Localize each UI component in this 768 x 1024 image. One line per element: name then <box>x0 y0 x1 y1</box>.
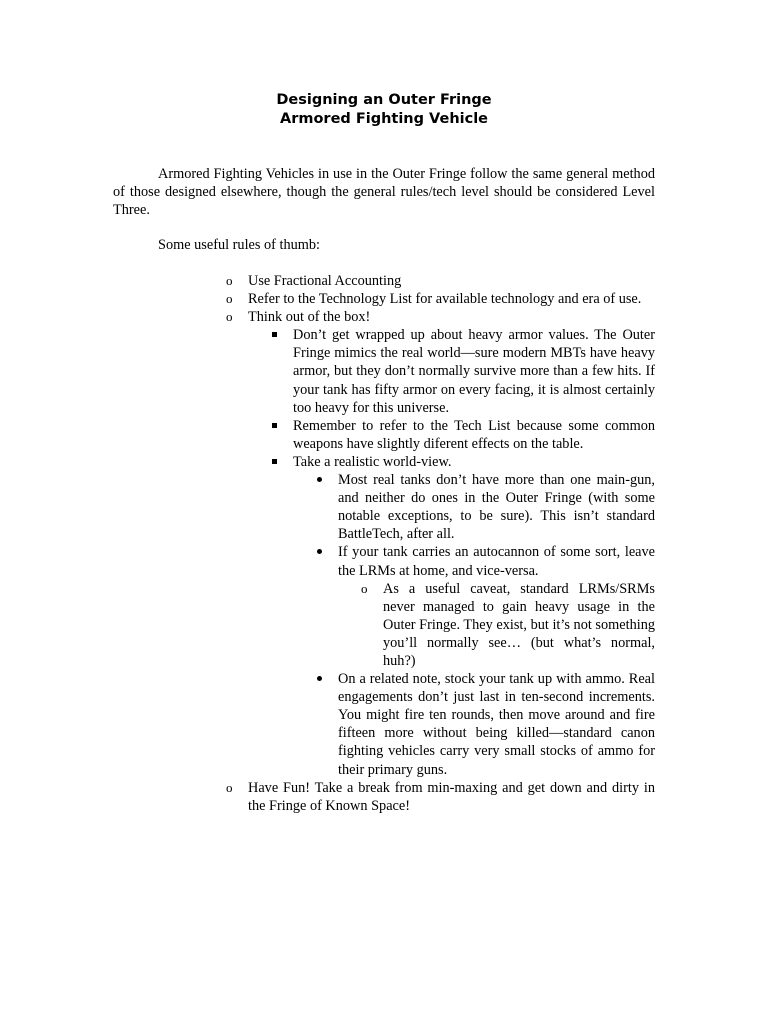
circle-bullet-icon: o <box>226 779 233 795</box>
sub-sub-list <box>338 471 655 779</box>
square-bullet-icon <box>272 423 277 428</box>
dot-bullet-icon <box>317 549 322 554</box>
list-item <box>226 290 655 308</box>
sub-list-item-text: Remember to refer to the Tech List because some common weapons have slightly diferent effects on the table. <box>293 417 655 452</box>
list-item <box>226 779 655 815</box>
title-line-2: Armored Fighting Vehicle <box>279 110 489 127</box>
square-bullet-icon <box>272 332 277 337</box>
list-item <box>226 272 655 290</box>
sub-list-item-text: Don’t get wrapped up about heavy armor values. The Outer Fringe mimics the real world—sure modern MBTs have heavy armor, but they don’t normally survive more than a few hits. If your tank has fifty armor on every facing, it is almost certainly too heavy for this universe. <box>293 327 655 416</box>
sub-sub-list-item <box>338 543 655 670</box>
circle-bullet-icon: o <box>226 309 233 325</box>
caveat-list-item <box>361 580 655 670</box>
list-item-text: Use Fractional Accounting <box>248 273 402 289</box>
sub-list-item <box>293 417 655 453</box>
sub-list-item-text: Take a realistic world-view. <box>293 453 452 470</box>
square-bullet-icon <box>272 459 277 464</box>
list-item-text: Have Fun! Take a break from min-maxing and get down and dirty in the Fringe of Known Space! <box>248 779 655 814</box>
title-line-1: Designing an Outer Fringe <box>276 92 492 108</box>
rules-heading: Some useful rules of thumb: <box>158 237 321 253</box>
sub-list-item <box>293 453 655 779</box>
rules-list <box>226 272 655 815</box>
list-item <box>226 308 655 778</box>
caveat-list <box>361 580 655 670</box>
dot-bullet-icon <box>317 676 322 681</box>
sub-sub-list-item-text: On a related note, stock your tank up with ammo. Real engagements don’t just last in ten-second increments. You might fire ten rounds, then move around and fire fifteen more without being killed—standard canon fighting vehicles carry very small stocks of ammo for their primary guns. <box>338 671 655 778</box>
list-item-text: Refer to the Technology List for available technology and era of use. <box>248 291 642 308</box>
sub-list-item <box>293 326 655 416</box>
caveat-text: As a useful caveat, standard LRMs/SRMs never managed to gain heavy usage in the Outer Fringe. They exist, but it’s not something you’ll normally see… (but what’s normal, huh?) <box>383 580 655 669</box>
sub-sub-list-item <box>338 471 655 543</box>
sub-list <box>293 326 655 778</box>
list-item-text: Think out of the box! <box>248 309 371 326</box>
sub-sub-list-item-text: If your tank carries an autocannon of some sort, leave the LRMs at home, and vice-versa. <box>338 544 655 579</box>
circle-bullet-icon: o <box>226 291 233 307</box>
document-title <box>0 91 768 128</box>
sub-sub-list-item-text: Most real tanks don’t have more than one main-gun, and neither do ones in the Outer Fringe (with some notable exceptions, to be sure). This isn’t standard BattleTech, after all. <box>338 472 655 543</box>
circle-bullet-icon: o <box>226 273 233 288</box>
intro-paragraph: Armored Fighting Vehicles in use in the Outer Fringe follow the same general method of those designed elsewhere, though the general rules/tech level should be considered Level Three. <box>113 166 655 219</box>
sub-sub-list-item <box>338 670 655 779</box>
dot-bullet-icon <box>317 477 322 482</box>
circle-bullet-icon: o <box>361 580 368 596</box>
